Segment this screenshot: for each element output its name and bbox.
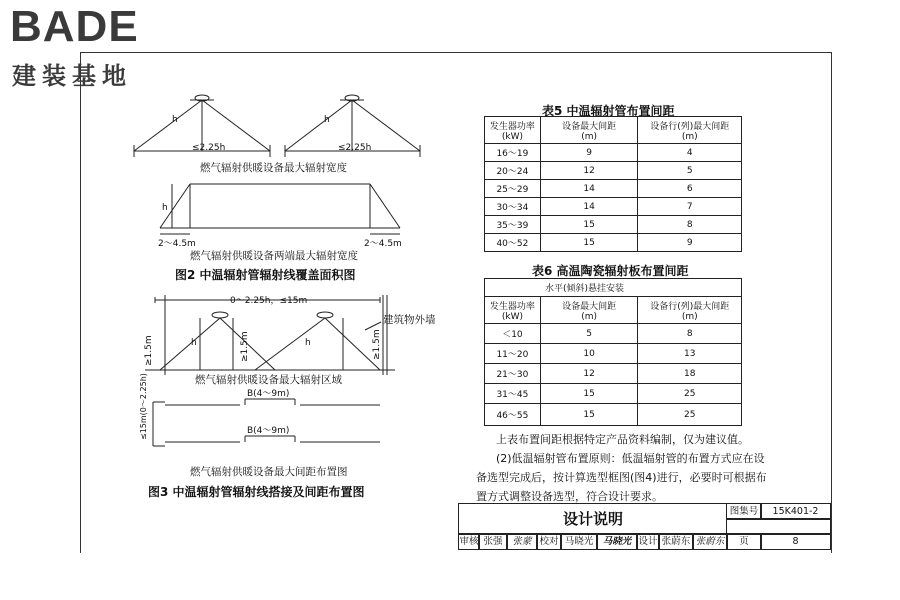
table-row [485, 180, 742, 198]
table6-header-row [485, 297, 742, 324]
table-row [485, 344, 742, 364]
atlas-label: 图集号 [726, 503, 762, 520]
fig2-dim-right: 2～4.5m [364, 239, 402, 249]
table6-subheader-row [485, 279, 742, 297]
table6-cell: 25 [638, 384, 742, 404]
table5-cell: 35～39 [485, 216, 541, 234]
table6-cell: 5 [540, 324, 638, 344]
table5-cell: 15 [540, 216, 638, 234]
note-line-3: 备选型完成后，按计算选型框图(图4)进行，必要时可根据布 [476, 471, 767, 484]
fig3-min-mid: ≥1.5m [240, 331, 250, 362]
fig3-caption-2: 燃气辐射供暖设备最大间距布置图 [190, 466, 348, 478]
table5-cell: 15 [540, 234, 638, 252]
design-notes [476, 430, 806, 506]
table5-cell: 6 [638, 180, 742, 198]
title-block [458, 503, 830, 549]
designer-signature: 张蔚东 [692, 533, 728, 550]
table-row [485, 144, 742, 162]
page-label: 页 [726, 533, 762, 550]
table5-cell: 16～19 [485, 144, 541, 162]
table-row [485, 324, 742, 344]
table5-cell: 9 [540, 144, 638, 162]
table-row [485, 404, 742, 426]
fig3-top-dim: 0～2.25h，≤15m [230, 296, 308, 306]
table5-cell: 4 [638, 144, 742, 162]
fig3-h-mid: h [305, 338, 311, 348]
fig2-width-right: ≤2.25h [338, 143, 372, 153]
drawing-title: 设计说明 [458, 503, 727, 535]
fig3-min-right: ≥1.5m [372, 329, 382, 360]
table5-cell: 40～52 [485, 234, 541, 252]
atlas-number: 15K401-2 [760, 503, 831, 520]
table5-cell: 5 [638, 162, 742, 180]
table5-cell: 14 [540, 180, 638, 198]
table6-cell: 10 [540, 344, 638, 364]
fig3-b-bottom: B(4～9m) [247, 426, 290, 436]
table6-header-cell: 设备行(列)最大间距 (m) [638, 297, 742, 324]
table6-cell: ＜10 [485, 324, 541, 344]
table6-cell: 21～30 [485, 364, 541, 384]
table5-cell: 20～24 [485, 162, 541, 180]
fig3-h-left: h [191, 338, 197, 348]
note-line-4: 置方式调整设备选型，符合设计要求。 [476, 490, 663, 503]
fig2-h-right: h [324, 115, 330, 125]
table-row [485, 384, 742, 404]
review-label: 审核 [458, 533, 480, 550]
table6-cell: 46～55 [485, 404, 541, 426]
table5-header-cell: 设备最大间距 (m) [540, 117, 638, 144]
table-row [485, 162, 742, 180]
fig3-min-left: ≥1.5m [144, 335, 154, 366]
fig2-h-trapezoid: h [162, 203, 168, 213]
note-line-1: 上表布置间距根据特定产品资料编制，仅为建议值。 [496, 433, 749, 446]
table-row [485, 234, 742, 252]
table6-cell: 11～20 [485, 344, 541, 364]
designer-name: 张蔚东 [658, 533, 694, 550]
table6-header-cell: 发生器功率 (kW) [485, 297, 541, 324]
fig3-side-dim: ≤15m(0～2.25h) [139, 373, 148, 440]
table-row [485, 216, 742, 234]
fig3-title: 图3 中温辐射管辐射线搭接及间距布置图 [148, 485, 365, 499]
table6-cell: 12 [540, 364, 638, 384]
fig2-caption-2: 燃气辐射供暖设备两端最大辐射宽度 [190, 250, 358, 262]
table5 [484, 116, 742, 252]
table5-title: 表5 中温辐射管布置间距 [542, 104, 675, 118]
check-label: 校对 [536, 533, 562, 550]
checker-name: 马晓光 [560, 533, 598, 550]
fig2-caption-1: 燃气辐射供暖设备最大辐射宽度 [200, 162, 347, 174]
table6-cell: 15 [540, 404, 638, 426]
table6-cell: 8 [638, 324, 742, 344]
table6-cell: 18 [638, 364, 742, 384]
table-row [485, 364, 742, 384]
table6 [484, 278, 742, 426]
table5-cell: 25～29 [485, 180, 541, 198]
table5-cell: 8 [638, 216, 742, 234]
fig3-wall-label: 建筑物外墙 [383, 314, 436, 326]
table5-header-cell: 设备行(列)最大间距 (m) [638, 117, 742, 144]
checker-signature: 马晓光 [596, 533, 638, 550]
table-row [485, 198, 742, 216]
fig2-width-left: ≤2.25h [192, 143, 226, 153]
fig2-h-left: h [172, 115, 178, 125]
table6-cell: 25 [638, 404, 742, 426]
table5-cell: 12 [540, 162, 638, 180]
fig2-title: 图2 中温辐射管辐射线覆盖面积图 [175, 268, 356, 282]
fig3-caption-1: 燃气辐射供暖设备最大辐射区域 [195, 374, 342, 386]
table6-cell: 15 [540, 384, 638, 404]
logo-brand: BADE [10, 2, 139, 51]
design-label: 设计 [636, 533, 660, 550]
table5-cell: 9 [638, 234, 742, 252]
table5-header-cell: 发生器功率 (kW) [485, 117, 541, 144]
table6-header-cell: 设备最大间距 (m) [540, 297, 638, 324]
reviewer-signature: 张蒙 [506, 533, 538, 550]
table6-cell: 31～45 [485, 384, 541, 404]
reviewer-name: 张强 [478, 533, 508, 550]
fig2-dim-left: 2～4.5m [158, 239, 196, 249]
table5-cell: 30～34 [485, 198, 541, 216]
table6-title: 表6 高温陶瓷辐射板布置间距 [532, 264, 689, 278]
note-line-2: (2)低温辐射管布置原则：低温辐射管的布置方式应在设 [496, 452, 765, 465]
table6-cell: 13 [638, 344, 742, 364]
table5-cell: 14 [540, 198, 638, 216]
table6-subheader: 水平(倾斜)悬挂安装 [485, 279, 742, 297]
page-number: 8 [760, 533, 831, 550]
table5-cell: 7 [638, 198, 742, 216]
logo-subtitle: 建装基地 [12, 62, 132, 90]
fig3-b-top: B(4～9m) [247, 389, 290, 399]
table5-header-row [485, 117, 742, 144]
